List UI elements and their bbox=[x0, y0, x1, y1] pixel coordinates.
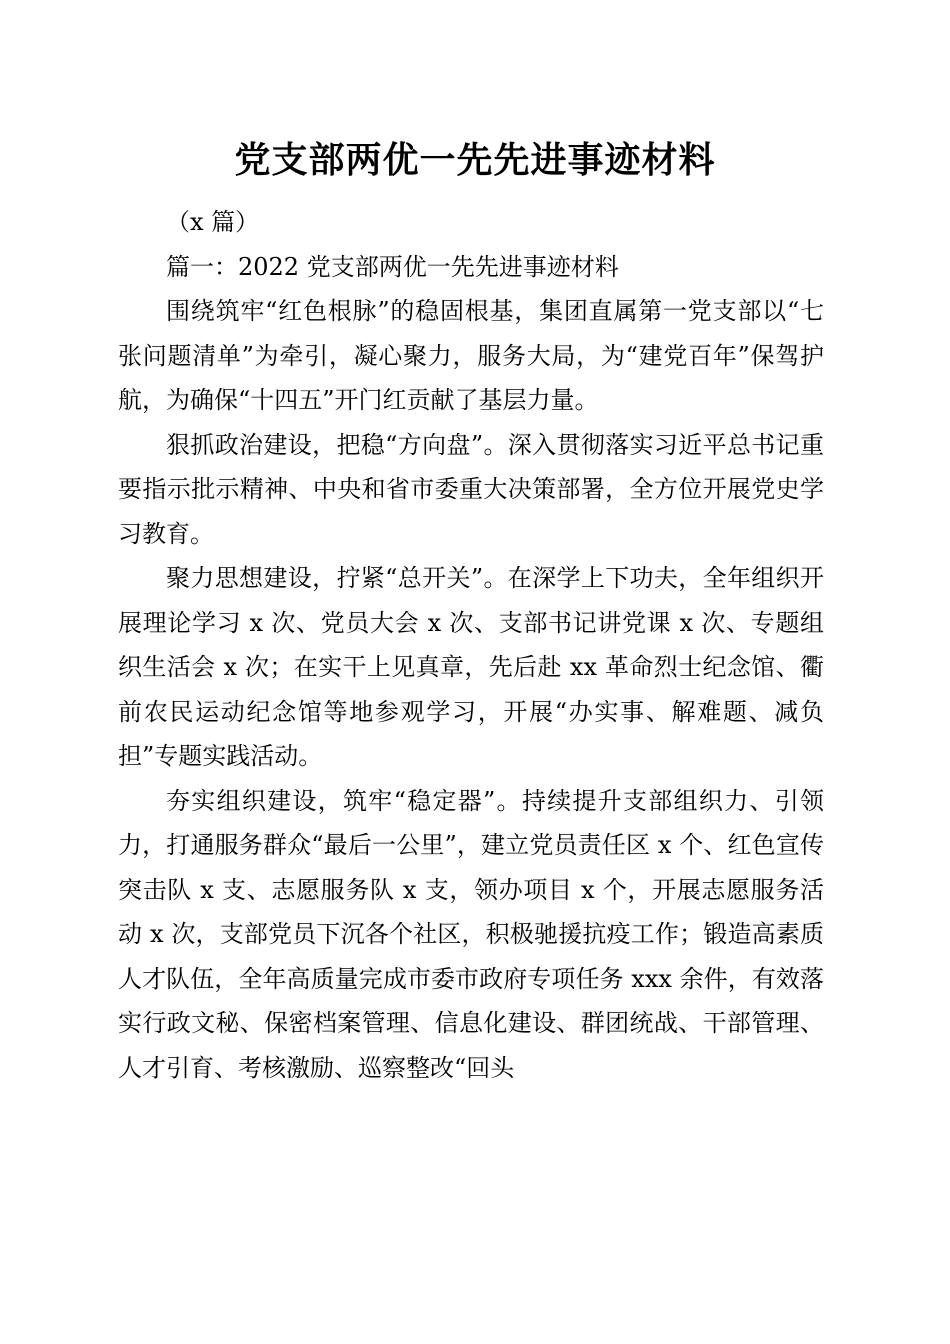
document-title: 党支部两优一先先进事迹材料 bbox=[234, 139, 716, 181]
paragraph-intro: 围绕筑牢“红色根脉”的稳固根基，集团直属第一党支部以“七张问题清单”为牵引，凝心聚力，服务大局，为“建党百年”保驾护航，为确保“十四五”开门红贡献了基层力量。 bbox=[118, 297, 824, 414]
count-note: （x 篇） bbox=[166, 208, 260, 236]
paragraph-ideological: 聚力思想建设，拧紧“总开关”。在深学上下功夫，全年组织开展理论学习 x 次、党员大会 x 次、支部书记讲党课 x 次、专题组织生活会 x 次；在实干上见真章，先后赴 xx 革命烈士纪念馆、衢前农民运动纪念馆等地参观学习，开展“办实事、解难题、减负担”专题实践活动。 bbox=[118, 564, 824, 770]
paragraph-organizational: 夯实组织建设，筑牢“稳定器”。持续提升支部组织力、引领力，打通服务群众“最后一公里”，建立党员责任区 x 个、红色宣传突击队 x 支、志愿服务队 x 支，领办项目 x 个，开展志愿服务活动 x 次，支部党员下沉各个社区，积极驰援抗疫工作；锻造高素质人才队伍，全年高质量完成市委市政府专项任务 xxx 余件，有效落实行政文秘、保密档案管理、信息化建设、群团统战、干部管理、人才引育、考核激励、巡察整改“回头 bbox=[118, 786, 824, 1082]
article-heading: 篇一：2022 党支部两优一先先进事迹材料 bbox=[166, 252, 619, 281]
paragraph-political: 狠抓政治建设，把稳“方向盘”。深入贯彻落实习近平总书记重要指示批示精神、中央和省市委重大决策部署，全方位开展党史学习教育。 bbox=[118, 430, 824, 548]
document-body bbox=[118, 200, 824, 1090]
